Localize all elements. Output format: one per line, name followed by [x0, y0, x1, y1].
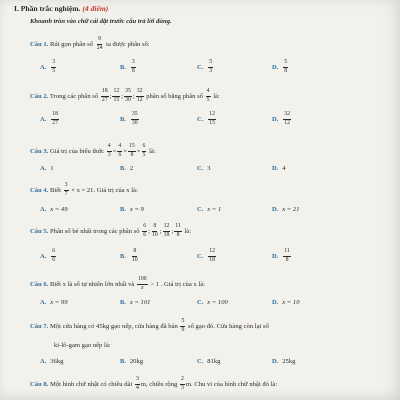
- question-4: [30, 183, 138, 198]
- option-label: D.: [272, 206, 279, 213]
- denominator: 30: [125, 96, 131, 103]
- fraction: [131, 60, 136, 75]
- option-label: C.: [197, 206, 204, 213]
- question-text: Trong các phân số: [49, 92, 99, 100]
- question-text: Một hình chữ nhật có chiều dài: [49, 380, 133, 388]
- q4-option-a[interactable]: [40, 206, 68, 213]
- q5-option-b[interactable]: [120, 249, 140, 264]
- numerator: 5: [180, 319, 185, 327]
- option-label: B.: [120, 63, 126, 71]
- numerator: 6: [51, 249, 56, 257]
- denominator: x: [141, 284, 144, 291]
- denominator: 15: [113, 96, 120, 103]
- operator: ×: [123, 147, 127, 155]
- q7-option-b[interactable]: [120, 358, 143, 365]
- option-label: B.: [120, 165, 126, 172]
- q3-option-a[interactable]: [40, 165, 54, 172]
- numerator: 6: [142, 144, 147, 152]
- fraction: [51, 60, 56, 75]
- section-points: (4 điểm): [82, 4, 109, 13]
- question-text: Một cửa hàng có 45kg gạo nếp, cửa hàng đã bán: [49, 322, 178, 330]
- question-label: Câu 6.: [30, 280, 49, 288]
- option-label: D.: [272, 358, 279, 365]
- fraction: [137, 277, 148, 292]
- question-label: Câu 1.: [30, 40, 49, 48]
- option-value: x = 21: [282, 206, 300, 213]
- option-label: C.: [197, 115, 204, 123]
- denominator: 18: [209, 256, 216, 263]
- q1-option-c[interactable]: [197, 60, 214, 75]
- numerator: 100: [137, 277, 148, 285]
- option-value: 1: [50, 165, 54, 172]
- option-label: C.: [197, 165, 204, 172]
- numerator: 9: [97, 37, 102, 45]
- fraction: [128, 144, 136, 159]
- option-label: D.: [272, 115, 279, 123]
- option-value: 36kg: [50, 358, 64, 365]
- numerator: 5: [208, 60, 213, 68]
- denominator: 8: [131, 67, 135, 74]
- denominator: 5: [206, 96, 210, 103]
- denominator: 8: [176, 231, 180, 238]
- denominator: 27: [101, 96, 108, 103]
- question-8: [30, 377, 277, 392]
- option-label: B.: [120, 206, 126, 213]
- numerator: 8: [132, 249, 137, 257]
- question-label: Câu 8.: [30, 380, 49, 388]
- numerator: 3: [51, 60, 56, 68]
- option-label: C.: [197, 299, 204, 306]
- numerator: 2: [180, 377, 185, 385]
- question-label: Câu 2.: [30, 92, 49, 100]
- option-label: C.: [197, 358, 204, 365]
- operator: ×: [136, 147, 141, 155]
- q7-option-a[interactable]: [40, 358, 63, 365]
- option-value: x = 101: [129, 299, 151, 306]
- question-text: × x = 21. Giá trị của x là:: [71, 186, 138, 194]
- denominator: 5: [52, 67, 56, 74]
- numerator: 4: [206, 89, 211, 97]
- question-6: [30, 277, 205, 292]
- option-value: x = 49: [50, 206, 68, 213]
- denominator: 15: [209, 119, 216, 126]
- question-text: > 1 . Giá trị của x là:: [150, 280, 205, 288]
- option-value: 2: [129, 165, 134, 172]
- option-value: x = 99: [50, 299, 68, 306]
- option-value: 25kg: [282, 358, 296, 365]
- fraction: [206, 89, 211, 104]
- denominator: 3: [209, 67, 213, 74]
- denominator: 6: [143, 231, 147, 238]
- numerator: 4: [107, 144, 112, 152]
- denominator: 10: [131, 256, 138, 263]
- option-label: C.: [197, 63, 204, 71]
- denominator: 8: [284, 67, 288, 74]
- option-value: x = 10: [282, 299, 300, 306]
- numerator: 18: [51, 112, 59, 120]
- fraction: [96, 37, 104, 52]
- question-text: m, chiều rộng: [140, 380, 178, 388]
- q5-option-c[interactable]: [197, 249, 217, 264]
- fraction: [142, 144, 147, 159]
- numerator: 32: [136, 89, 144, 97]
- denominator: 6: [52, 256, 56, 263]
- option-value: 20kg: [129, 358, 144, 365]
- q5-option-a[interactable]: [40, 249, 57, 264]
- option-value: x = 1: [207, 206, 222, 213]
- numerator: 5: [283, 60, 288, 68]
- numerator: 11: [174, 224, 182, 232]
- option-value: 4: [282, 165, 286, 172]
- question-text: Phân số bé nhất trong các phân số: [49, 227, 140, 235]
- instruction-text: Khoanh tròn vào chữ cái đặt trước câu trả lời đúng.: [30, 18, 172, 25]
- q6-option-b[interactable]: [120, 299, 150, 306]
- fraction: [180, 377, 185, 392]
- question-2: Câu 2. Trong các phân số $\frac{18}{27}$ ; $\frac{12}{15}$ ; $\frac{35}{30}$ ; $\frac{32}{12}$ phân số bằng phân số $\frac{4}{5}$ là:: [30, 88, 220, 103]
- question-text: Biết: [49, 186, 61, 194]
- option-label: C.: [197, 252, 204, 260]
- q2-option-d[interactable]: [272, 112, 292, 127]
- fraction: [208, 249, 216, 264]
- fraction: [283, 60, 288, 75]
- denominator: 6: [118, 151, 122, 158]
- option-label: A.: [40, 299, 47, 306]
- q1-option-d[interactable]: [272, 60, 289, 75]
- denominator: 3: [180, 384, 184, 391]
- numerator: 12: [112, 89, 120, 97]
- q2-option-b[interactable]: [120, 112, 140, 127]
- option-label: B.: [120, 115, 126, 123]
- q3-option-c[interactable]: [197, 165, 211, 172]
- numerator: 12: [208, 249, 216, 257]
- fraction: [208, 60, 213, 75]
- denominator: 3: [107, 151, 111, 158]
- fraction: [163, 224, 171, 239]
- q6-option-a[interactable]: [40, 299, 68, 306]
- fraction: [124, 89, 132, 104]
- numerator: 3: [64, 183, 69, 191]
- q2-option-c[interactable]: [197, 112, 217, 127]
- numerator: 35: [131, 112, 139, 120]
- q6-option-c[interactable]: [197, 299, 228, 306]
- denominator: 10: [151, 231, 158, 238]
- denominator: 12: [284, 119, 291, 126]
- option-label: D.: [272, 63, 279, 71]
- denominator: 9: [181, 326, 185, 333]
- numerator: 18: [101, 89, 109, 97]
- q3-option-d[interactable]: [272, 165, 286, 172]
- fraction: [283, 112, 291, 127]
- q3-option-b[interactable]: [120, 165, 133, 172]
- question-text: Rút gọn phân số: [49, 40, 94, 48]
- fraction: [107, 144, 112, 159]
- numerator: 3: [135, 377, 140, 385]
- numerator: 3: [131, 60, 136, 68]
- question-text: là:: [184, 227, 192, 235]
- denominator: 30: [131, 119, 138, 126]
- numerator: 12: [163, 224, 171, 232]
- fraction: [131, 112, 139, 127]
- option-label: A.: [40, 165, 47, 172]
- numerator: 11: [283, 249, 291, 257]
- numerator: 4: [117, 144, 122, 152]
- denominator: 4: [135, 384, 139, 391]
- question-text: ta được phân số:: [106, 40, 150, 48]
- question-1: [30, 37, 150, 52]
- denominator: 8: [130, 151, 134, 158]
- operator: ×: [112, 147, 117, 155]
- fraction: [51, 112, 59, 127]
- question-5: Câu 5. Phân số bé nhất trong các phân số $\frac{6}{6}$ ; $\frac{8}{10}$ ; $\frac{12}{18}$ ; $\frac{11}{8}$ là:: [30, 223, 192, 238]
- question-text: Giá trị của biểu thức: [49, 147, 105, 155]
- option-label: D.: [272, 252, 279, 260]
- section-title: I. Phần trắc nghiệm.: [14, 4, 81, 13]
- option-label: D.: [272, 165, 279, 172]
- question-7-line2: ki-lô-gam gạo nếp là:: [54, 342, 111, 349]
- q5-option-d[interactable]: [272, 249, 292, 264]
- question-label: Câu 4.: [30, 186, 49, 194]
- option-value: 3: [207, 165, 211, 172]
- denominator: 18: [163, 231, 170, 238]
- denominator: 8: [285, 256, 289, 263]
- fraction: [136, 89, 144, 104]
- option-label: B.: [120, 358, 126, 365]
- question-label: Câu 5.: [30, 227, 49, 235]
- question-text: là:: [213, 92, 220, 100]
- fraction: [117, 144, 122, 159]
- fraction: [135, 377, 140, 392]
- denominator: 5: [142, 151, 146, 158]
- question-text: Biết x là số tự nhiên lớn nhất và: [49, 280, 135, 288]
- fraction: [174, 224, 182, 239]
- numerator: 6: [142, 224, 147, 232]
- option-label: A.: [40, 115, 47, 123]
- fraction: [131, 249, 139, 264]
- denominator: 27: [52, 119, 59, 126]
- q2-option-a[interactable]: [40, 112, 60, 127]
- question-text: là:: [149, 147, 156, 155]
- q7-option-c[interactable]: [197, 358, 220, 365]
- option-label: B.: [120, 252, 126, 260]
- question-text: số gạo đó. Cửa hàng còn lại số: [188, 322, 269, 330]
- q6-option-d[interactable]: [272, 299, 300, 306]
- q1-option-a[interactable]: [40, 60, 57, 75]
- option-value: x = 9: [129, 206, 144, 213]
- denominator: 7: [64, 190, 68, 197]
- fraction: [112, 89, 120, 104]
- fraction: [283, 249, 291, 264]
- numerator: 35: [124, 89, 132, 97]
- question-label: Câu 7.: [30, 322, 49, 330]
- fraction: [180, 319, 185, 334]
- fraction: [142, 224, 147, 239]
- fraction: [64, 183, 69, 198]
- q7-option-d[interactable]: [272, 358, 295, 365]
- option-label: B.: [120, 299, 126, 306]
- option-label: A.: [40, 63, 47, 71]
- numerator: 15: [128, 144, 136, 152]
- option-label: D.: [272, 299, 279, 306]
- numerator: 32: [283, 112, 291, 120]
- q1-option-b[interactable]: [120, 60, 137, 75]
- section-heading: [14, 4, 108, 13]
- question-3: [30, 144, 156, 159]
- fraction: [208, 112, 216, 127]
- fraction: [151, 224, 159, 239]
- q4-option-b[interactable]: [120, 206, 144, 213]
- option-label: A.: [40, 206, 47, 213]
- question-text: m. Chu vi của hình chữ nhật đó là:: [185, 380, 278, 388]
- option-value: x = 100: [207, 299, 228, 306]
- denominator: 24: [96, 44, 103, 51]
- fraction: [101, 89, 109, 104]
- question-7: [30, 319, 269, 334]
- option-label: A.: [40, 358, 47, 365]
- q4-option-d[interactable]: [272, 206, 300, 213]
- numerator: 12: [208, 112, 216, 120]
- option-label: A.: [40, 252, 47, 260]
- denominator: 12: [136, 96, 143, 103]
- question-text: phân số bằng phân số: [146, 92, 203, 100]
- q4-option-c[interactable]: [197, 206, 221, 213]
- numerator: 8: [152, 224, 157, 232]
- option-value: 81kg: [207, 358, 221, 365]
- question-label: Câu 3.: [30, 147, 49, 155]
- fraction: [51, 249, 56, 264]
